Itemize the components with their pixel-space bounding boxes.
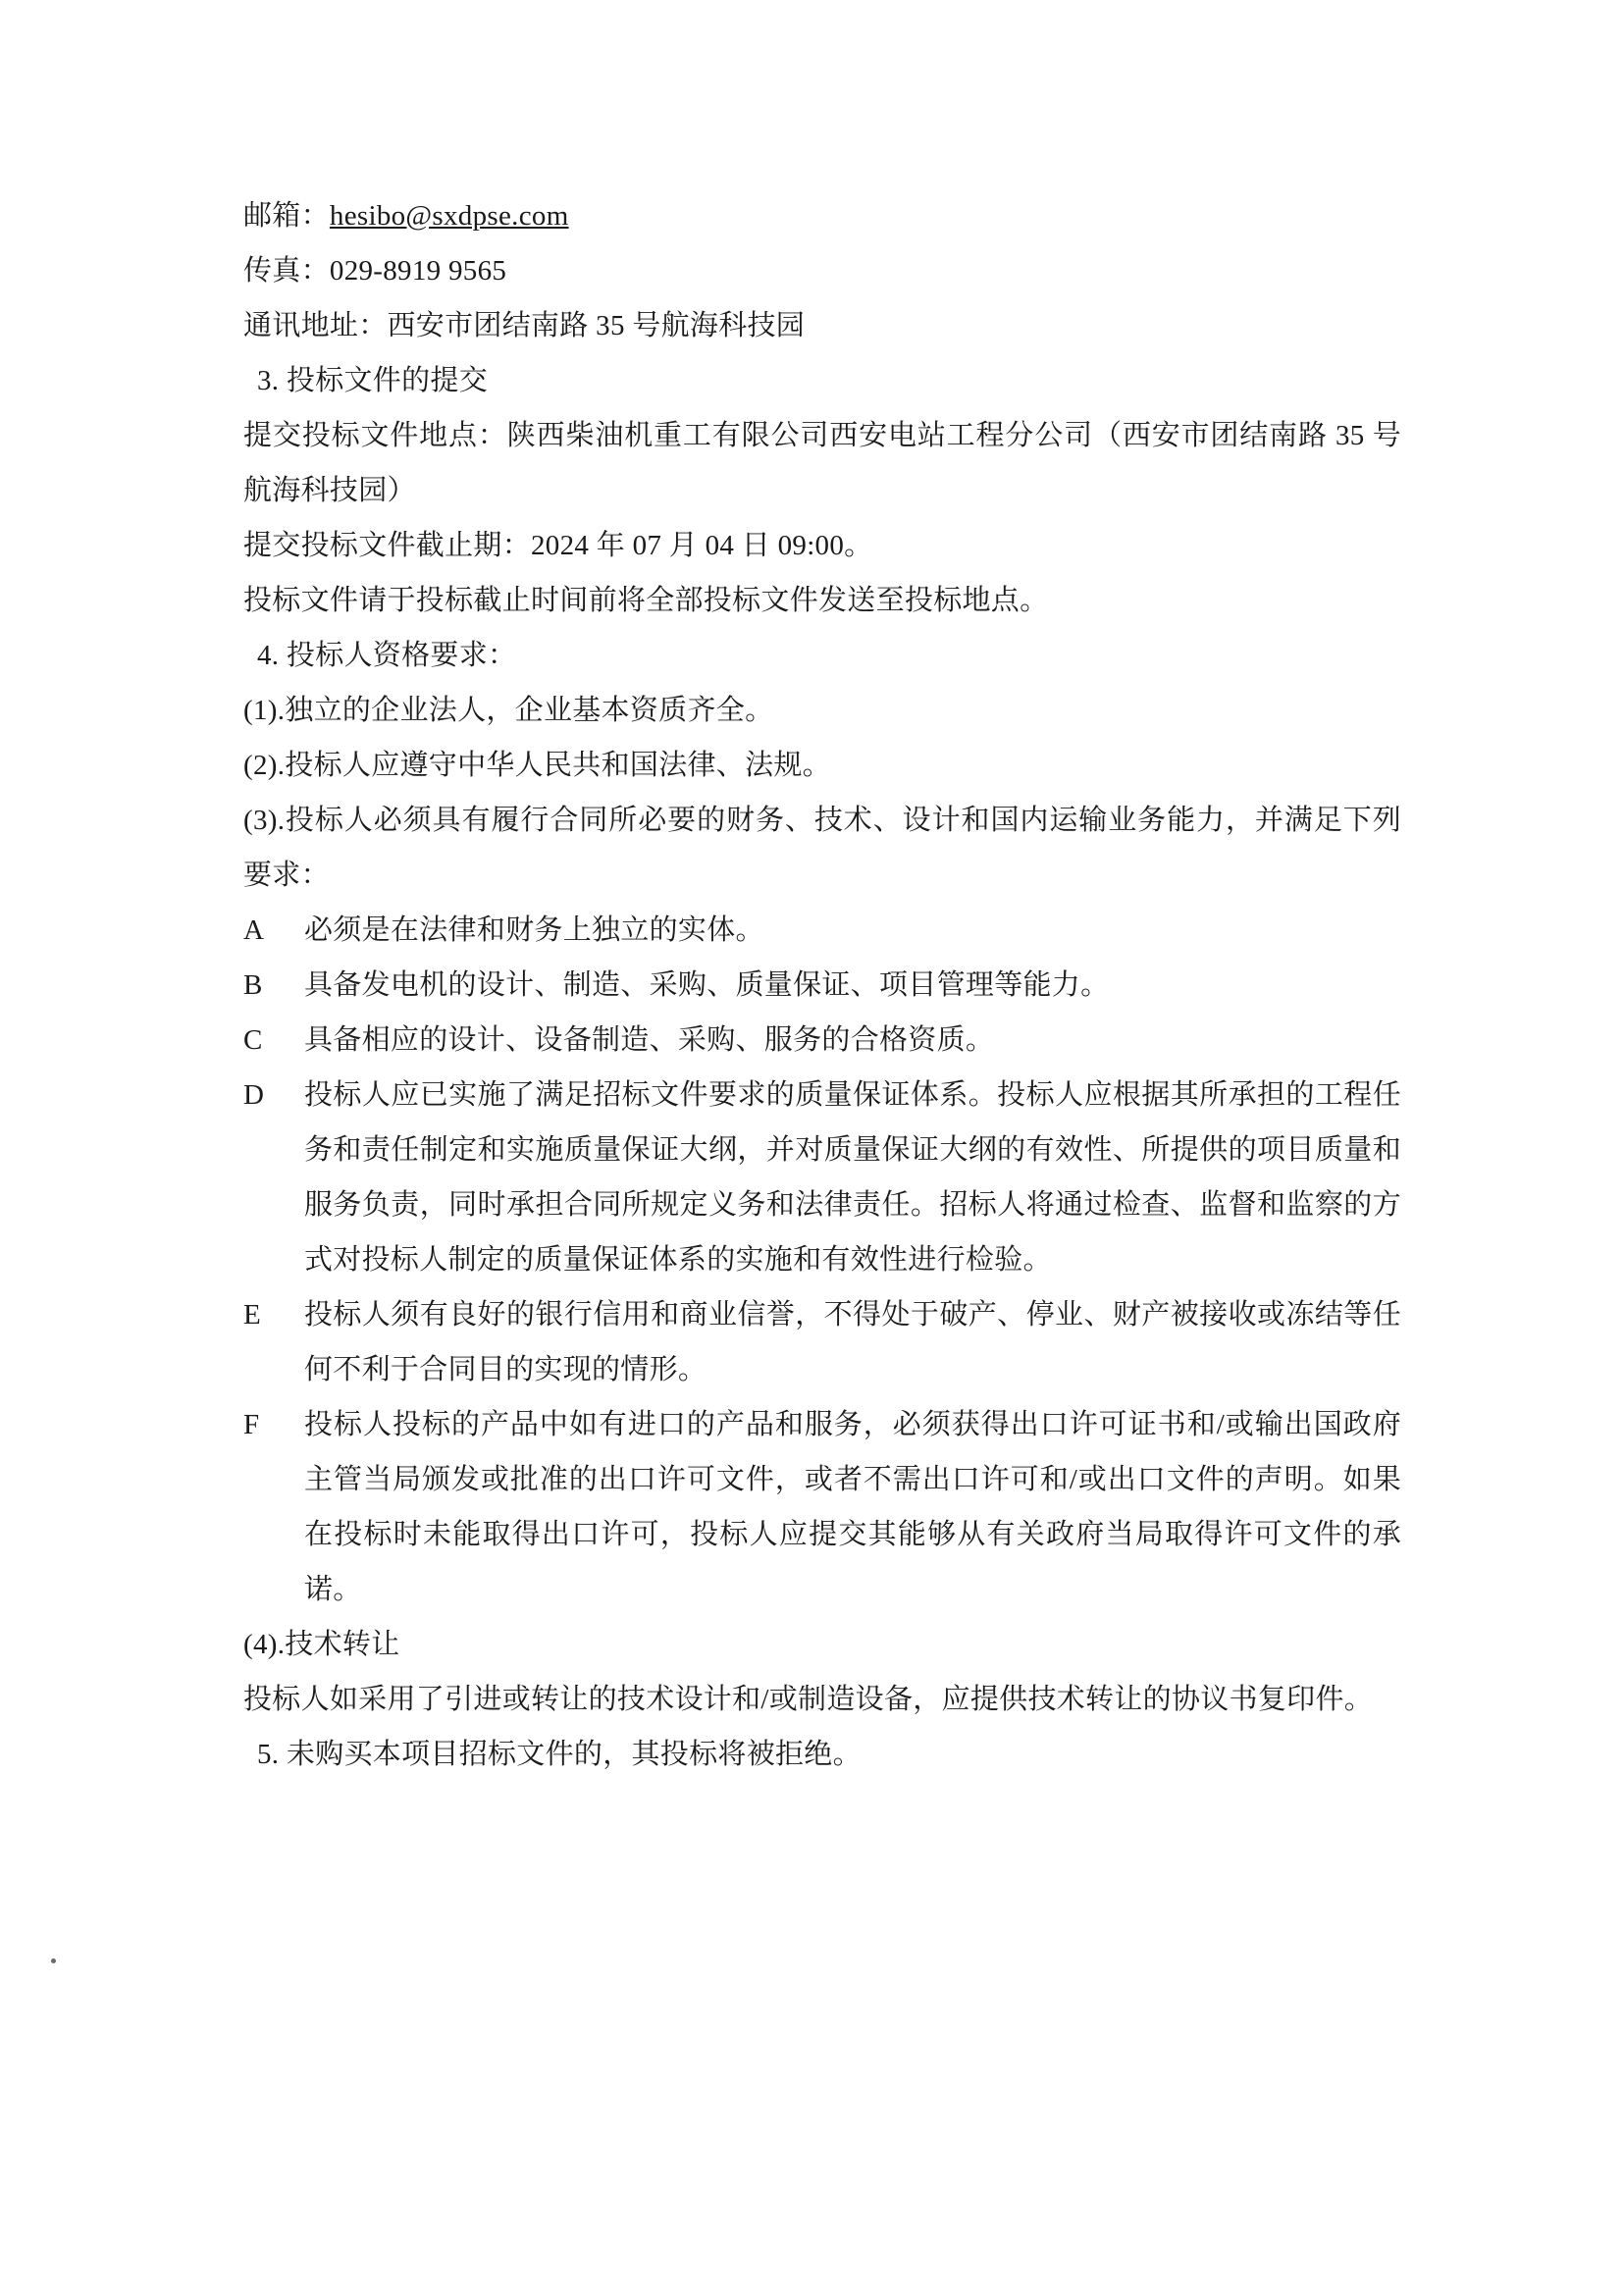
section-4-item-4-heading: (4).技术转让 <box>243 1629 400 1660</box>
sub-item-a-marker: A <box>243 914 265 946</box>
document-body <box>243 188 1401 1782</box>
section-4-item-2: (2).投标人应遵守中华人民共和国法律、法规。 <box>243 750 831 781</box>
section-4-heading: 4. 投标人资格要求： <box>257 640 517 671</box>
sub-item-f <box>243 1397 1401 1617</box>
section-5-heading: 5. 未购买本项目招标文件的，其投标将被拒绝。 <box>257 1739 862 1770</box>
sub-item-d <box>243 1068 1401 1287</box>
sub-item-e <box>243 1287 1401 1397</box>
section-3-submit-place: 提交投标文件地点：陕西柴油机重工有限公司西安电站工程分公司（西安市团结南路 35 号航海科技园） <box>243 420 1401 506</box>
sub-item-d-text: 投标人应已实施了满足招标文件要求的质量保证体系。投标人应根据其所承担的工程任务和责任制定和实施质量保证大纲，并对质量保证大纲的有效性、所提供的项目质量和服务负责，同时承担合同所规定义务和法律责任。招标人将通过检查、监督和监察的方式对投标人制定的质量保证体系的实施和有效性进行检验。 <box>304 1079 1401 1276</box>
sub-item-b <box>243 958 1401 1013</box>
sub-item-b-marker: B <box>243 969 263 1001</box>
sub-item-b-text: 具备发电机的设计、制造、采购、质量保证、项目管理等能力。 <box>304 969 1110 1001</box>
sub-item-c-text: 具备相应的设计、设备制造、采购、服务的合格资质。 <box>304 1024 995 1056</box>
sub-item-c-marker: C <box>243 1024 263 1056</box>
section-3-heading: 3. 投标文件的提交 <box>257 365 489 396</box>
sub-item-a-text: 必须是在法律和财务上独立的实体。 <box>304 914 764 946</box>
contact-fax-line: 传真：029-8919 9565 <box>243 255 507 287</box>
sub-item-f-text: 投标人投标的产品中如有进口的产品和服务，必须获得出口许可证书和/或输出国政府主管当局颁发或批准的出口许可文件，或者不需出口许可和/或出口文件的声明。如果在投标时未能取得出口许可，投标人应提交其能够从有关政府当局取得许可文件的承诺。 <box>304 1409 1401 1605</box>
sub-item-d-marker: D <box>243 1079 265 1111</box>
contact-address-line: 通讯地址：西安市团结南路 35 号航海科技园 <box>243 310 806 341</box>
sub-item-c <box>243 1013 1401 1068</box>
section-4-item-1: (1).独立的企业法人，企业基本资质齐全。 <box>243 695 774 726</box>
sub-item-f-marker: F <box>243 1409 260 1440</box>
section-4-item-4-body: 投标人如采用了引进或转让的技术设计和/或制造设备，应提供技术转让的协议书复印件。 <box>243 1684 1374 1715</box>
sub-item-e-text: 投标人须有良好的银行信用和商业信誉，不得处于破产、停业、财产被接收或冻结等任何不利于合同目的实现的情形。 <box>304 1299 1401 1385</box>
section-3-deadline: 提交投标文件截止期：2024 年 07 月 04 日 09:00。 <box>243 530 873 561</box>
sub-item-a <box>243 903 1401 958</box>
section-3-note: 投标文件请于投标截止时间前将全部投标文件发送至投标地点。 <box>243 585 1049 616</box>
contact-email-line <box>243 188 1401 243</box>
contact-email-value[interactable]: hesibo@sxdpse.com <box>329 200 569 232</box>
page-artifact-speck <box>51 1958 56 1963</box>
section-4-item-3: (3).投标人必须具有履行合同所必要的财务、技术、设计和国内运输业务能力，并满足下列要求： <box>243 805 1401 891</box>
contact-email-label: 邮箱： <box>243 200 330 232</box>
sub-item-e-marker: E <box>243 1299 262 1331</box>
